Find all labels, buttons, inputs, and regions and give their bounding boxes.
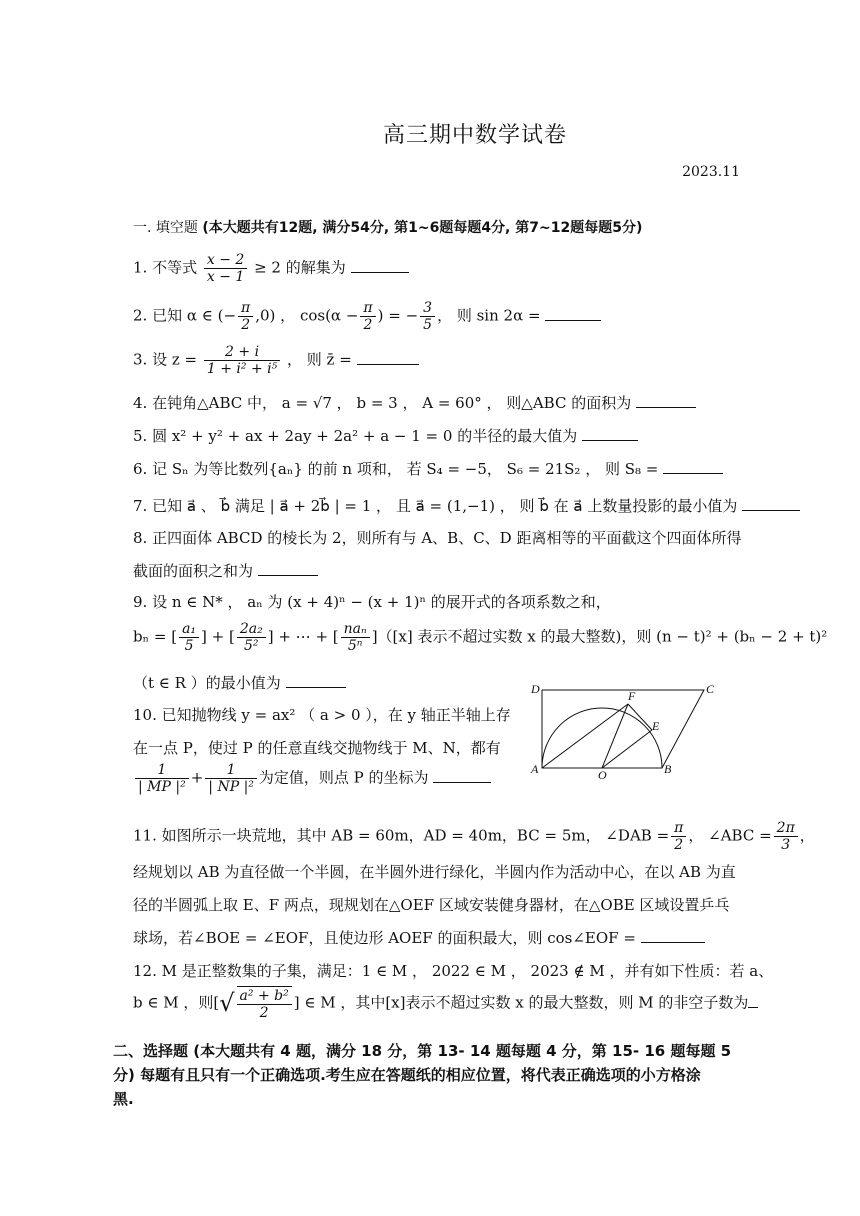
section1-label: 一. 填空题 [133, 220, 198, 236]
q10-plus: + [190, 768, 204, 787]
question-5 [133, 426, 638, 445]
q9-text-3: ] + ⋯ + [ [267, 627, 339, 646]
section1-note: (本大题共有12题, 满分54分, 第1~6题每题4分, 第7~12题每题5分) [202, 220, 643, 236]
q1-fraction: $\frac{x - 2}{x - 1}$ [204, 252, 247, 285]
question-1 [133, 252, 409, 285]
question-9-line-1: 9. 设 n ∈ N* ， aₙ 为 (x + 4)ⁿ − (x + 1)ⁿ 的展开式的各项系数之和， [133, 593, 611, 611]
q12-sqrt: √ $\frac{\text{a² + b²}}{2}$ [219, 986, 293, 1021]
question-10-line-1: 10. 已知抛物线 y = ax² （ a > 0 ），在 y 轴正半轴上存 [133, 706, 511, 724]
section2-line-2: 分) 每题有且只有一个正确选项.考生应在答题纸的相应位置，将代表正确选项的小方格涂 [113, 1066, 701, 1084]
q6-text: 6. 记 Sₙ 为等比数列{aₙ} 的前 n 项和， 若 S₄ = −5， S₆ = 21S₂ ， 则 S₈ = [133, 460, 659, 478]
geometry-figure [528, 680, 728, 780]
q9-text-2: ] + [ [201, 627, 235, 646]
q11-text-3: ， [799, 826, 815, 845]
label-b: B [664, 762, 672, 776]
q6-answer-blank[interactable] [663, 459, 723, 474]
q11-text-2: ， ∠ABC = [688, 826, 772, 845]
question-11-line-3: 径的半圆弧上取 E、F 两点，现规划在△OEF 区域安装健身器材，在△OBE 区域设置乒乓 [133, 896, 730, 914]
q3-suffix: ， 则 z̄ = [287, 350, 352, 369]
quadrilateral-abcd [542, 690, 704, 768]
q2-answer-blank[interactable] [545, 306, 601, 321]
question-12-line-1: 12. M 是正整数集的子集，满足：1 ∈ M ， 2022 ∈ M ， 2023 ∉ M ，并有如下性质：若 a、 [133, 962, 774, 980]
q11-text-4: 球场，若∠BOE = ∠EOF，且使边形 AOEF 的面积最大，则 cos∠EOF = [133, 929, 636, 947]
q5-answer-blank[interactable] [582, 426, 638, 441]
q3-fraction: $\frac{2 + i}{\text{1 + i² + i⁵}}$ [204, 344, 280, 377]
q4-answer-blank[interactable] [636, 393, 696, 408]
q9-answer-blank[interactable] [286, 673, 346, 688]
question-3 [133, 344, 419, 377]
q9-fraction-2: $\frac{\text{2a₂}}{\text{5²}}$ [237, 621, 266, 654]
q10-text: 为定值，则点 P 的坐标为 [258, 768, 429, 787]
q7-text: 7. 已知 a⃗ 、 b⃗ 满足 | a⃗ + 2b⃗ | = 1 ， 且 a⃗ = (1,−1) ， 则 b⃗ 在 a⃗ 上数量投影的最小值为 [133, 497, 738, 515]
question-11-line-4 [133, 928, 705, 947]
q3-answer-blank[interactable] [357, 350, 419, 365]
q11-fraction-2: $\frac{2\pi}{3}$ [774, 820, 798, 853]
question-10-line-3 [133, 762, 491, 795]
semicircle-arc [542, 708, 662, 768]
section2-line-1: 二、选择题 (本大题共有 4 题，满分 18 分，第 13- 14 题每题 4 分，第 15- 16 题每题 5 [113, 1042, 732, 1060]
q2-fraction-3: $\frac{3}{5}$ [420, 300, 435, 333]
q10-fraction-1: $\frac{1}{\text{| MP |²}}$ [135, 762, 189, 795]
question-2 [133, 300, 601, 333]
question-10-line-2: 在一点 P，使过 P 的任意直线交抛物线于 M、N，都有 [133, 739, 501, 757]
question-11-line-1 [133, 820, 815, 853]
question-9-line-3 [133, 673, 346, 692]
question-8-line-2 [133, 561, 318, 580]
q9-fraction-3: $\frac{\text{naₙ}}{\text{5ⁿ}}$ [341, 621, 370, 654]
q2-fraction-1: $\frac{\pi}{2}$ [238, 300, 253, 333]
q12-answer-blank[interactable] [748, 993, 758, 1008]
q1-prefix: 1. 不等式 [133, 258, 198, 277]
question-8-line-1: 8. 正四面体 ABCD 的棱长为 2，则所有与 A、B、C、D 距离相等的平面截这个四面体所得 [133, 529, 742, 547]
q1-suffix: ≥ 2 的解集为 [254, 258, 346, 277]
question-7 [133, 496, 800, 515]
q7-answer-blank[interactable] [742, 496, 800, 511]
q2-fraction-2: $\frac{\pi}{2}$ [360, 300, 375, 333]
question-6 [133, 459, 723, 478]
section1-heading [133, 217, 642, 237]
q1-answer-blank[interactable] [351, 258, 409, 273]
q5-text: 5. 圆 x² + y² + ax + 2ay + 2a² + a − 1 = 0 的半径的最大值为 [133, 427, 578, 445]
label-o: O [598, 768, 607, 780]
q12-text-2: ] ∈ M ，其中[x]表示不超过实数 x 的最大整数，则 M 的非空子数为 [293, 993, 749, 1012]
q2-text-1: 2. 已知 α ∈ (− [133, 306, 237, 325]
q3-prefix: 3. 设 z = [133, 350, 198, 369]
q8-text: 截面的面积之和为 [133, 562, 254, 580]
page-title: 高三期中数学试卷 [382, 123, 567, 148]
q9-text-4: ]（[x] 表示不超过实数 x 的最大整数)，则 (n − t)² + (bₙ − 2 + t)² [371, 627, 828, 646]
label-d: D [531, 682, 540, 696]
label-c: C [706, 682, 715, 696]
q4-text: 4. 在钝角△ABC 中， a = √7 ， b = 3 ， A = 60° ， 则△ABC 的面积为 [133, 394, 632, 412]
q10-fraction-2: $\frac{1}{\text{| NP |²}}$ [205, 762, 257, 795]
label-f: F [628, 689, 636, 703]
q2-text-3: ) = − [377, 306, 419, 325]
q11-text-1: 11. 如图所示一块荒地，其中 AB = 60m，AD = 40m，BC = 5m， ∠DAB = [133, 826, 670, 845]
q9-text-1: bₙ = [ [133, 627, 178, 646]
label-e: E [652, 719, 660, 733]
segment-fe [628, 704, 652, 730]
q11-answer-blank[interactable] [641, 928, 705, 943]
q2-text-2: ,0) ， cos(α − [255, 306, 359, 325]
section2-line-3: 黑. [113, 1090, 134, 1108]
q9-fraction-1: $\frac{\text{a₁}}{5}$ [179, 621, 199, 654]
q11-fraction-1: $\frac{\pi}{2}$ [671, 820, 686, 853]
label-a: A [531, 762, 539, 776]
q9-text-5: （t ∈ R ）的最小值为 [133, 674, 281, 692]
q10-answer-blank[interactable] [433, 768, 491, 783]
question-9-line-2 [133, 621, 827, 654]
question-4 [133, 393, 696, 412]
question-11-line-2: 经规划以 AB 为直径做一个半圆，在半圆外进行绿化，半圆内作为活动中心，在以 AB 为直 [133, 863, 736, 881]
exam-date: 2023.11 [682, 164, 740, 180]
q8-answer-blank[interactable] [258, 561, 318, 576]
q2-text-4: ， 则 sin 2α = [437, 306, 541, 325]
question-12-line-2 [133, 986, 758, 1021]
q12-text-1: b ∈ M ，则[ [133, 993, 220, 1012]
